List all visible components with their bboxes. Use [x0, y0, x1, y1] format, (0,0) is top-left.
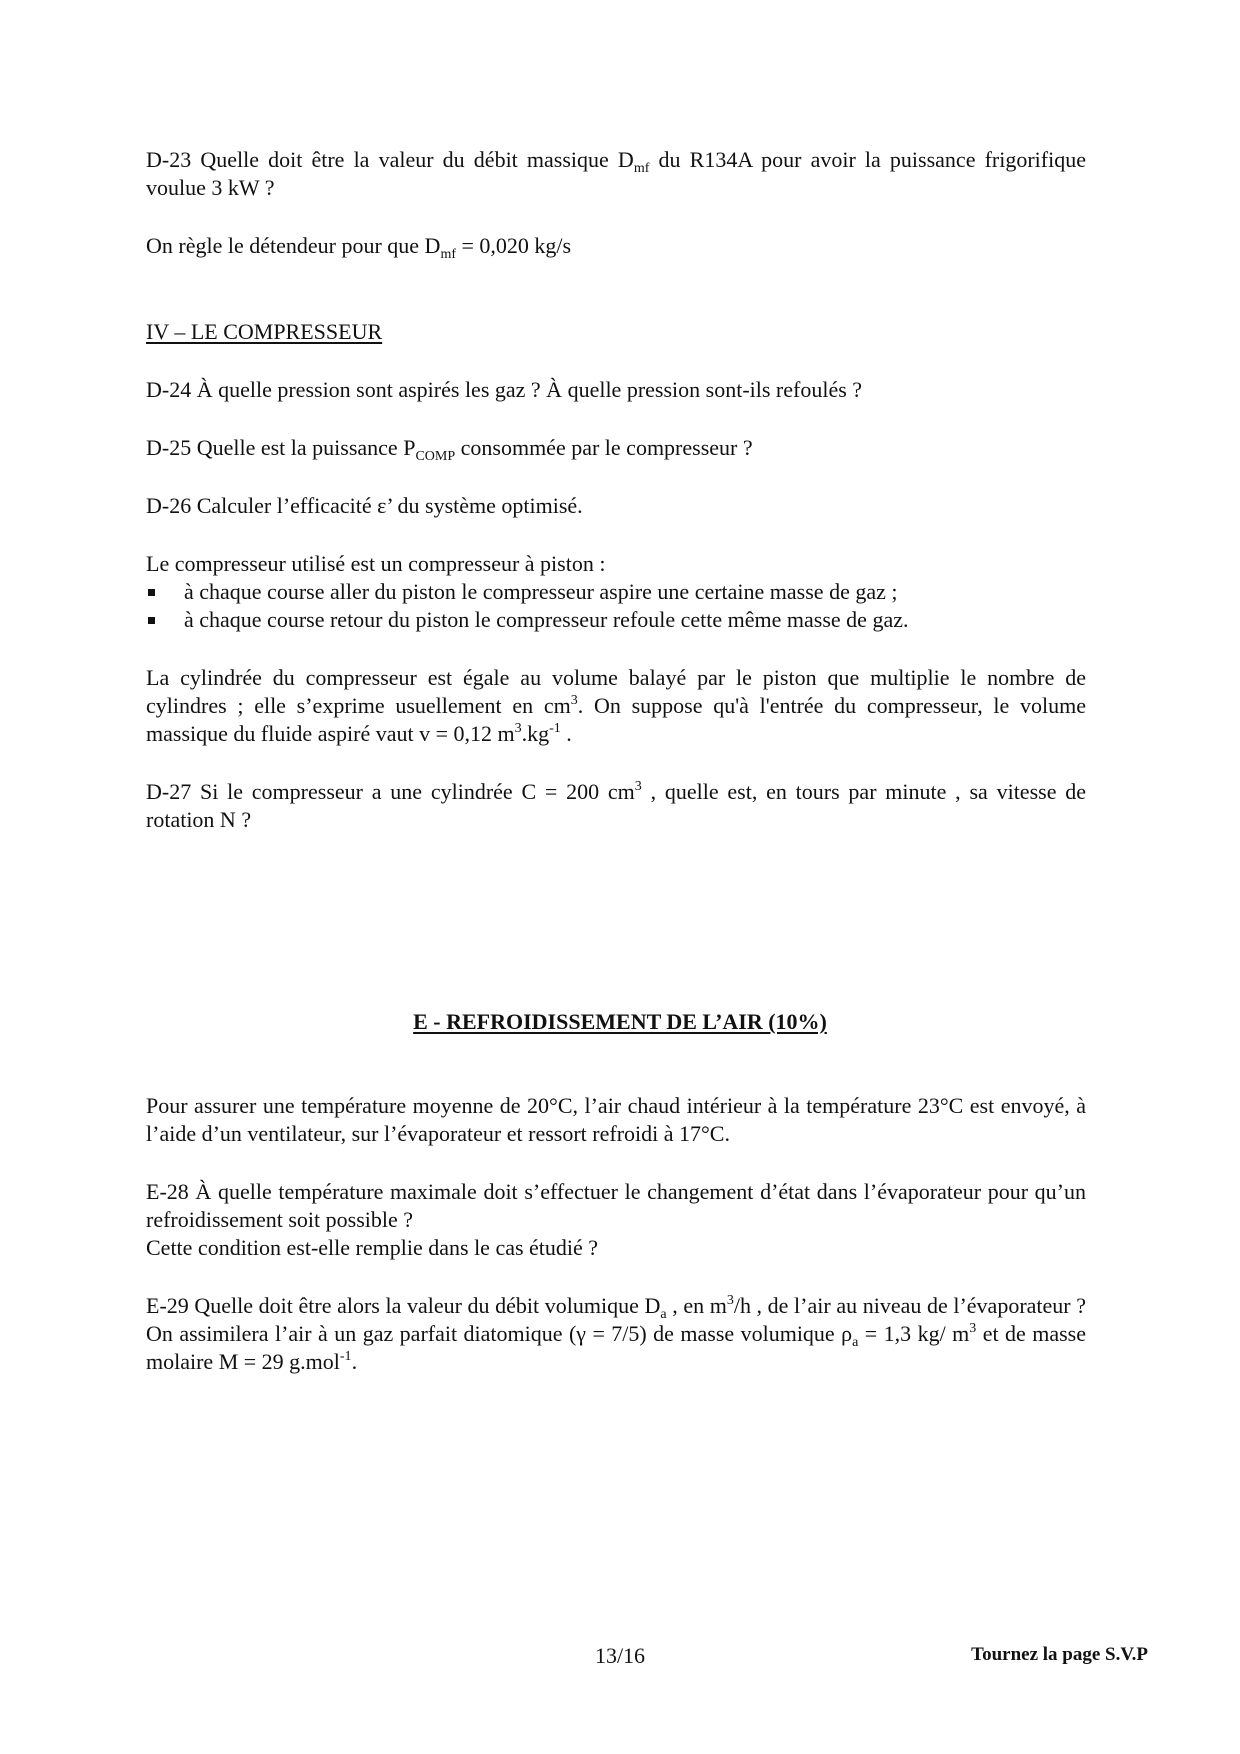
air-intro-paragraph: Pour assurer une température moyenne de 20°C, l’air chaud intérieur à la température 23°C est envoyé, à l’aide d’un ventilateur, sur l’évaporateur et ressort refroidi à 17°C. — [146, 1093, 1086, 1146]
question-e28-text: E-28 À quelle température maximale doit s’effectuer le changement d’état dans l’évaporateur pour qu’un refroidissement soit possible ? — [146, 1179, 1086, 1232]
page-number: 13/16 — [594, 1643, 646, 1668]
question-e28 — [146, 1178, 1086, 1262]
bullet-item: à chaque course retour du piston le compresseur refoule cette même masse de gaz. — [146, 606, 1086, 634]
question-d27: D-27 Si le compresseur a une cylindrée C = 200 $cm^3$ , quelle est, en tours par minute , sa vitesse de rotation N ? — [146, 779, 1087, 832]
question-e28-condition: Cette condition est-elle remplie dans le cas étudié ? — [146, 1235, 599, 1260]
question-d23: D-23 Quelle doit être la valeur du débit massique $D_{mf}$ du R134A pour avoir la puissance frigorifique voulue 3 kW ? — [146, 147, 1086, 200]
section-heading-compresseur: IV – LE COMPRESSEUR — [146, 319, 383, 344]
piston-intro: Le compresseur utilisé est un compresseur à piston : — [146, 551, 606, 576]
piston-bullet-list — [146, 578, 1086, 634]
piston-description — [146, 550, 1086, 634]
cylindree-paragraph: La cylindrée du compresseur est égale au volume balayé par le piston que multiplie le nombre de cylindres ; elle s’exprime usuellement en $cm^3$. On suppose qu'à l'entrée du compresseur, le volume massique du fluide aspiré vaut v = 0,12 $m^3.kg^{-1}$ . — [146, 665, 1086, 746]
question-d25: D-25 Quelle est la puissance $P_{COMP}$ consommée par le compresseur ? — [146, 435, 753, 464]
section-heading-refroidissement: E - REFROIDISSEMENT DE L’AIR (10%) — [413, 1009, 827, 1034]
bullet-square-icon — [148, 617, 155, 624]
question-d24: D-24 À quelle pression sont aspirés les gaz ? À quelle pression sont-ils refoulés ? — [146, 377, 863, 402]
question-d26: D-26 Calculer l’efficacité ε’ du système optimisé. — [146, 493, 583, 518]
bullet-item: à chaque course aller du piston le compresseur aspire une certaine masse de gaz ; — [146, 578, 1086, 606]
turn-page-note: Tournez la page S.V.P — [971, 1644, 1148, 1665]
bullet-square-icon — [148, 589, 155, 596]
detendeur-setting: On règle le détendeur pour que $D_{mf} = 0,020$ kg/s — [146, 233, 572, 262]
question-e29: E-29 Quelle doit être alors la valeur du débit volumique $D_a$ , en $m^3/h$ , de l’air au niveau de l’évaporateur ? On assimilera l’air à un gaz parfait diatomique (γ = 7/5) de masse volumique $\rho_a = 1,3$ kg/ $m^3$ et de masse molaire M = 29 g.mol$^{-1}$. — [146, 1293, 1087, 1374]
